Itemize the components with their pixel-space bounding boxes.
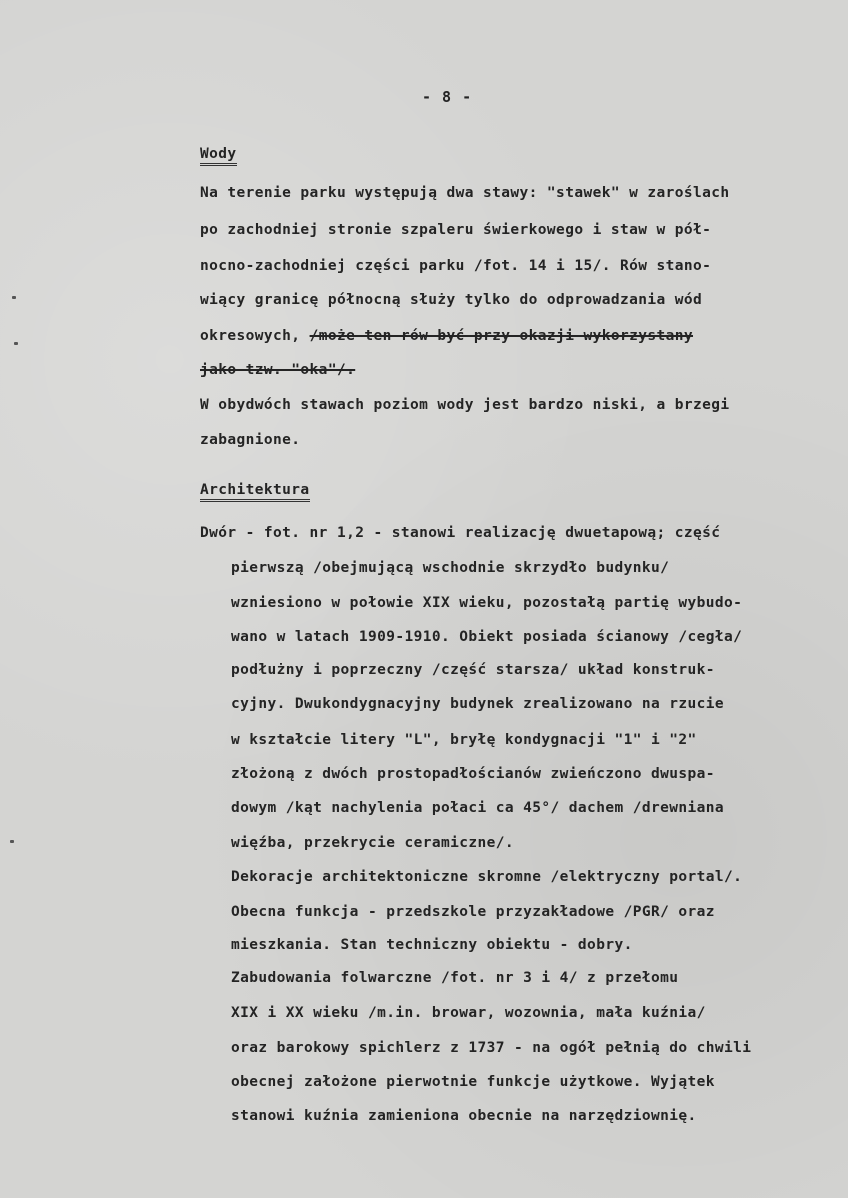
text-line: XIX i XX wieku /m.in. browar, wozownia, mała kuźnia/ (231, 1005, 706, 1021)
text-line (200, 326, 693, 346)
struck-out-text: jako tzw. "oka"/. (200, 362, 356, 378)
page-number: - 8 - (422, 88, 473, 106)
text-line: mieszkania. Stan techniczny obiektu - dobry. (231, 937, 633, 953)
text-line: w kształcie litery "L", bryłę kondygnacji "1" i "2" (231, 732, 697, 748)
margin-mark (14, 342, 18, 345)
text-line: wzniesiono w połowie XIX wieku, pozostałą partię wybudo- (231, 595, 743, 611)
text-line: pierwszą /obejmującą wschodnie skrzydło budynku/ (231, 560, 670, 576)
text-line: wano w latach 1909-1910. Obiekt posiada ścianowy /cegła/ (231, 629, 743, 645)
margin-mark (10, 840, 14, 843)
text-segment: okresowych, (200, 328, 310, 344)
text-line: stanowi kuźnia zamieniona obecnie na narzędziownię. (231, 1108, 697, 1124)
text-line: cyjny. Dwukondygnacyjny budynek zrealizowano na rzucie (231, 696, 725, 712)
text-line: Obecna funkcja - przedszkole przyzakładowe /PGR/ oraz (231, 904, 715, 920)
text-line: W obydwóch stawach poziom wody jest bardzo niski, a brzegi (200, 397, 730, 413)
text-line: dowym /kąt nachylenia połaci ca 45°/ dachem /drewniana (231, 800, 725, 816)
text-line: Dwór - fot. nr 1,2 - stanowi realizację dwuetapową; część (200, 525, 721, 541)
text-line: nocno-zachodniej części parku /fot. 14 i 15/. Rów stano- (200, 258, 712, 274)
text-line: Na terenie parku występują dwa stawy: "stawek" w zaroślach (200, 185, 730, 201)
text-line: więźba, przekrycie ceramiczne/. (231, 835, 515, 851)
margin-mark (12, 296, 16, 299)
text-line: podłużny i poprzeczny /część starsza/ układ konstruk- (231, 662, 715, 678)
text-line: zabagnione. (200, 432, 301, 448)
section-heading-architektura: Architektura (200, 482, 310, 502)
text-line: Zabudowania folwarczne /fot. nr 3 i 4/ z przełomu (231, 970, 679, 986)
text-line: złożoną z dwóch prostopadłościanów zwieńczono dwuspa- (231, 766, 715, 782)
text-line: oraz barokowy spichlerz z 1737 - na ogół pełnią do chwili (231, 1040, 752, 1056)
text-line: obecnej założone pierwotnie funkcje użytkowe. Wyjątek (231, 1074, 715, 1090)
text-line: po zachodniej stronie szpaleru świerkowego i staw w pół- (200, 222, 712, 238)
text-line (200, 360, 355, 380)
text-line: Dekoracje architektoniczne skromne /elektryczny portal/. (231, 869, 743, 885)
text-line: wiący granicę północną służy tylko do odprowadzania wód (200, 292, 703, 308)
section-heading-wody: Wody (200, 146, 237, 166)
struck-out-text: /może ten rów być przy okazji wykorzystany (309, 328, 694, 344)
